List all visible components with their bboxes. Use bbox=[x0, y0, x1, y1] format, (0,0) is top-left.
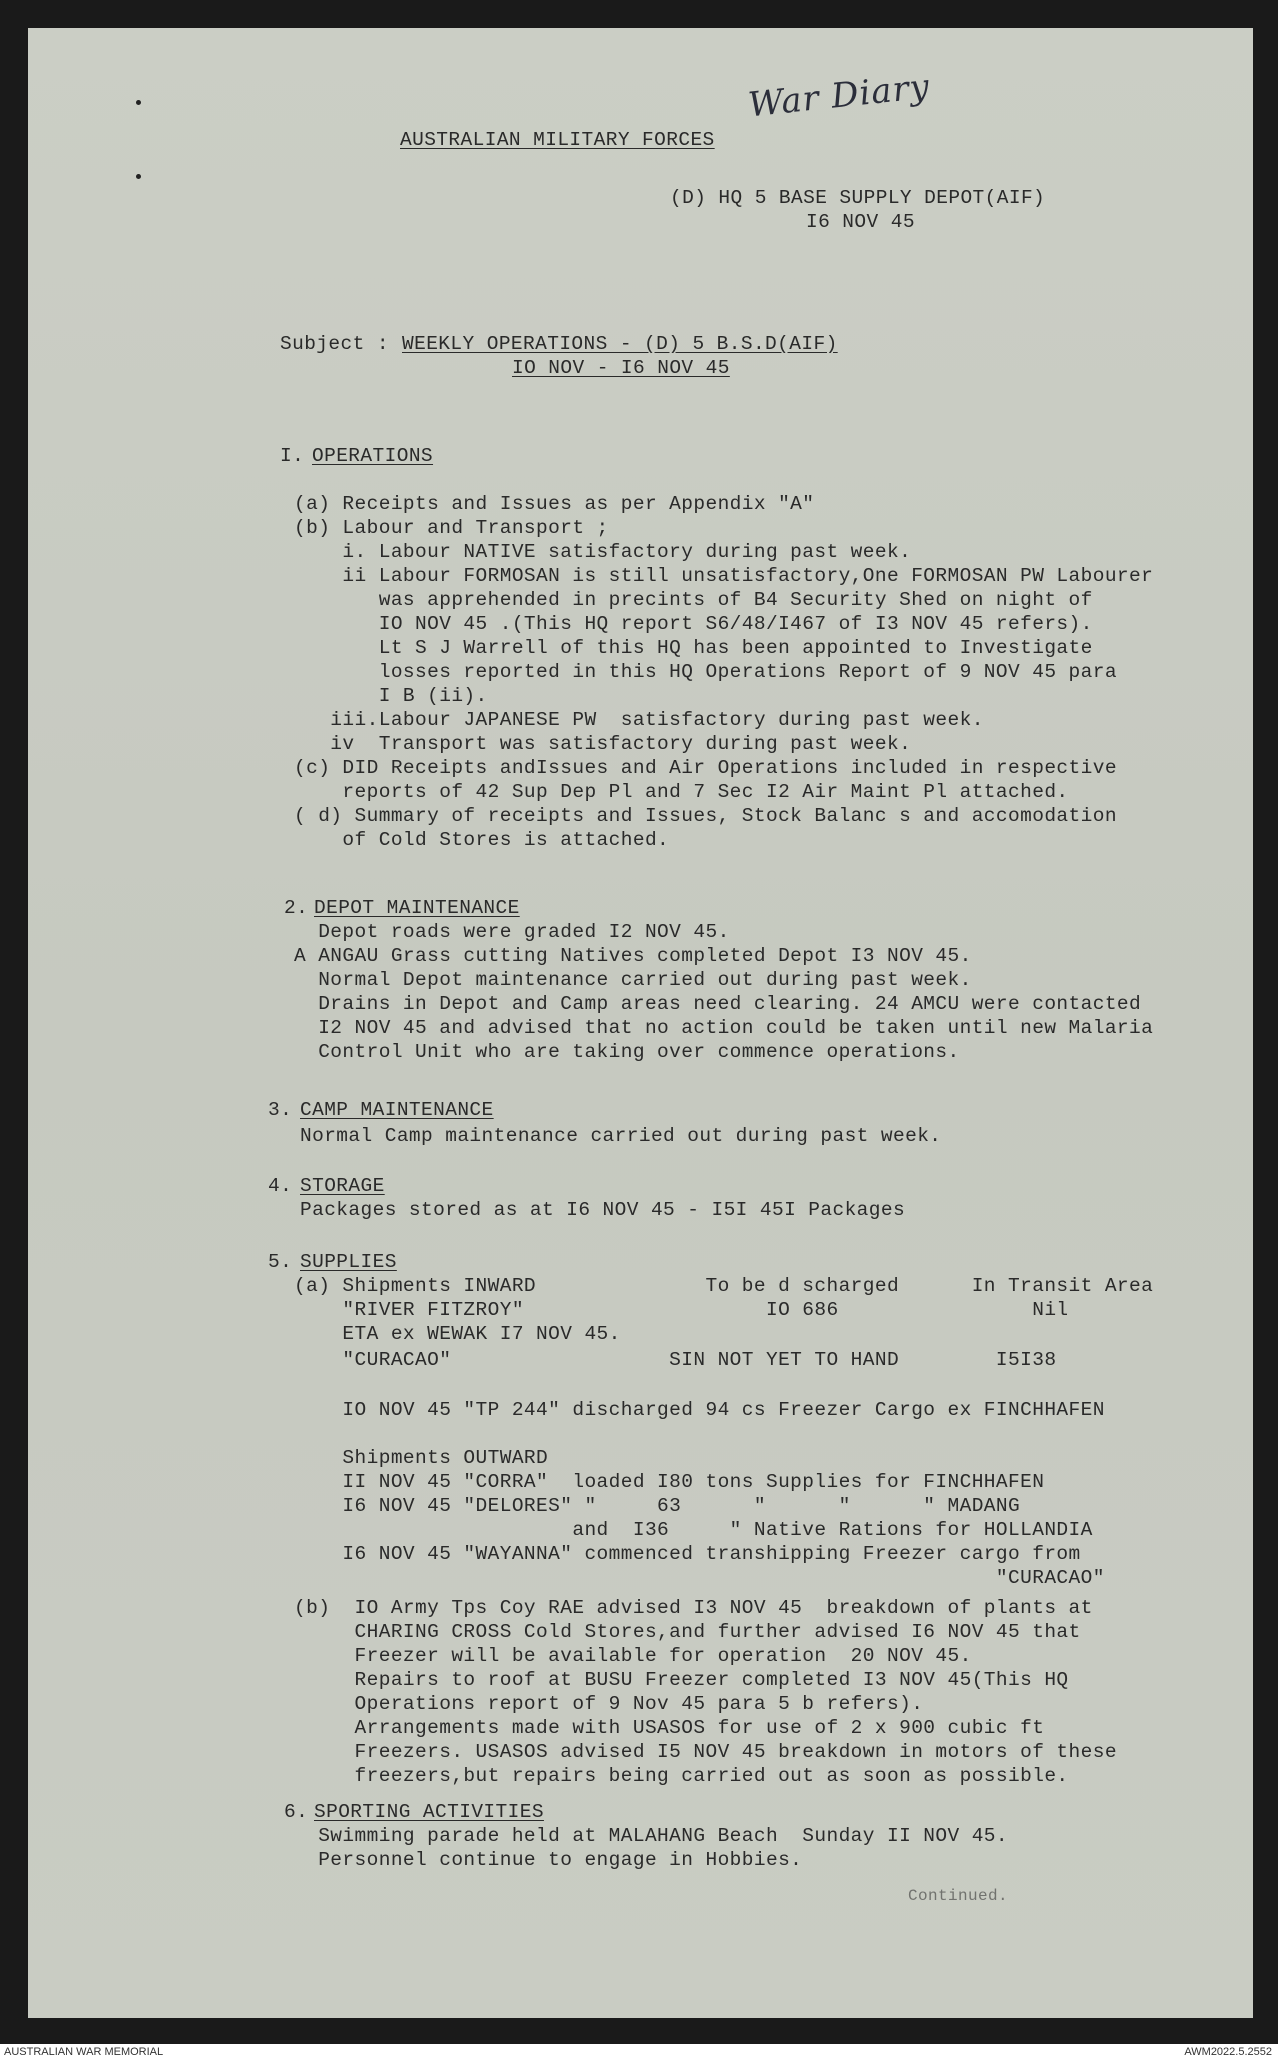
text-line: was apprehended in precints of B4 Security Shed on night of bbox=[294, 589, 1093, 611]
archive-footer bbox=[0, 2044, 1278, 2061]
footer-source: AUSTRALIAN WAR MEMORIAL bbox=[4, 2046, 164, 2058]
section-heading-depot-maintenance: DEPOT MAINTENANCE bbox=[314, 897, 520, 919]
subject-label: Subject : bbox=[280, 333, 389, 355]
hole-punch-mark bbox=[136, 174, 141, 179]
section-number: I. bbox=[280, 445, 305, 467]
text-line: Depot roads were graded I2 NOV 45. bbox=[294, 921, 730, 943]
text-line: IO NOV 45 .(This HQ report S6/48/I467 of I3 NOV 45 refers). bbox=[294, 613, 1093, 635]
text-line: Freezer will be available for operation 20 NOV 45. bbox=[294, 1645, 972, 1667]
subject-title: WEEKLY OPERATIONS - (D) 5 B.S.D(AIF) bbox=[402, 333, 838, 355]
text-line: Lt S J Warrell of this HQ has been appointed to Investigate bbox=[294, 637, 1093, 659]
text-line: "CURACAO" bbox=[294, 1567, 1105, 1589]
document-date: I6 NOV 45 bbox=[806, 211, 915, 233]
hole-punch-mark bbox=[136, 100, 141, 105]
text-line: "RIVER FITZROY" IO 686 Nil bbox=[294, 1299, 1069, 1321]
text-line: I6 NOV 45 "DELORES" " 63 " " " MADANG bbox=[294, 1495, 1021, 1517]
text-line: Operations report of 9 Nov 45 para 5 b refers). bbox=[294, 1693, 924, 1715]
handwritten-annotation: War Diary bbox=[746, 66, 932, 126]
text-line: (a) Shipments INWARD To be d scharged In Transit Area bbox=[294, 1275, 1154, 1297]
section-number: 3. bbox=[268, 1099, 293, 1121]
camp-maintenance-text: Normal Camp maintenance carried out during past week. bbox=[300, 1125, 942, 1147]
text-line: reports of 42 Sup Dep Pl and 7 Sec I2 Air Maint Pl attached. bbox=[294, 781, 1069, 803]
section-heading-storage: STORAGE bbox=[300, 1175, 385, 1197]
text-line: I2 NOV 45 and advised that no action could be taken until new Malaria bbox=[294, 1017, 1154, 1039]
text-line: "CURACAO" SIN NOT YET TO HAND I5I38 bbox=[294, 1349, 1057, 1371]
text-line: Freezers. USASOS advised I5 NOV 45 breakdown in motors of these bbox=[294, 1741, 1117, 1763]
text-line: ii Labour FORMOSAN is still unsatisfactory,One FORMOSAN PW Labourer bbox=[294, 565, 1154, 587]
text-line: freezers,but repairs being carried out as soon as possible. bbox=[294, 1765, 1069, 1787]
text-line: losses reported in this HQ Operations Report of 9 NOV 45 para bbox=[294, 661, 1117, 683]
text-line: Shipments OUTWARD bbox=[294, 1447, 549, 1469]
text-line: I6 NOV 45 "WAYANNA" commenced transhipping Freezer cargo from bbox=[294, 1543, 1081, 1565]
text-line: (b) IO Army Tps Coy RAE advised I3 NOV 45 breakdown of plants at bbox=[294, 1597, 1093, 1619]
org-heading: AUSTRALIAN MILITARY FORCES bbox=[400, 129, 715, 151]
text-line: and I36 " Native Rations for HOLLANDIA bbox=[294, 1519, 1093, 1541]
text-line: Arrangements made with USASOS for use of 2 x 900 cubic ft bbox=[294, 1717, 1045, 1739]
text-line: Drains in Depot and Camp areas need clearing. 24 AMCU were contacted bbox=[294, 993, 1142, 1015]
text-line: iv Transport was satisfactory during past week. bbox=[294, 733, 912, 755]
text-line: of Cold Stores is attached. bbox=[294, 829, 670, 851]
text-line: IO NOV 45 "TP 244" discharged 94 cs Freezer Cargo ex FINCHHAFEN bbox=[294, 1399, 1105, 1421]
continued-note: Continued. bbox=[908, 1887, 1009, 1905]
unit-name: (D) HQ 5 BASE SUPPLY DEPOT(AIF) bbox=[670, 187, 1046, 209]
text-line: ETA ex WEWAK I7 NOV 45. bbox=[294, 1323, 621, 1345]
storage-text: Packages stored as at I6 NOV 45 - I5I 45I Packages bbox=[300, 1199, 906, 1221]
text-line: (a) Receipts and Issues as per Appendix "A" bbox=[294, 493, 815, 515]
text-line: A ANGAU Grass cutting Natives completed Depot I3 NOV 45. bbox=[294, 945, 972, 967]
section-number: 6. bbox=[284, 1801, 309, 1823]
footer-reference: AWM2022.5.2552 bbox=[1184, 2046, 1272, 2058]
subject-period: IO NOV - I6 NOV 45 bbox=[512, 357, 730, 379]
text-line: i. Labour NATIVE satisfactory during past week. bbox=[294, 541, 912, 563]
text-line: (c) DID Receipts andIssues and Air Operations included in respective bbox=[294, 757, 1117, 779]
section-heading-camp-maintenance: CAMP MAINTENANCE bbox=[300, 1099, 494, 1121]
text-line: Repairs to roof at BUSU Freezer completed I3 NOV 45(This HQ bbox=[294, 1669, 1069, 1691]
section-number: 2. bbox=[284, 897, 309, 919]
section-number: 4. bbox=[268, 1175, 293, 1197]
section-heading-supplies: SUPPLIES bbox=[300, 1251, 397, 1273]
text-line: II NOV 45 "CORRA" loaded I80 tons Supplies for FINCHHAFEN bbox=[294, 1471, 1045, 1493]
text-line: Personnel continue to engage in Hobbies. bbox=[294, 1849, 803, 1871]
text-line: ( d) Summary of receipts and Issues, Stock Balanc s and accomodation bbox=[294, 805, 1117, 827]
section-heading-sporting: SPORTING ACTIVITIES bbox=[314, 1801, 544, 1823]
section-heading-operations: OPERATIONS bbox=[312, 445, 434, 467]
text-line: CHARING CROSS Cold Stores,and further advised I6 NOV 45 that bbox=[294, 1621, 1081, 1643]
text-line: Swimming parade held at MALAHANG Beach Sunday II NOV 45. bbox=[294, 1825, 1009, 1847]
text-line: (b) Labour and Transport ; bbox=[294, 517, 609, 539]
document-page bbox=[28, 28, 1253, 2018]
text-line: I B (ii). bbox=[294, 685, 488, 707]
text-line: Control Unit who are taking over commence operations. bbox=[294, 1041, 960, 1063]
section-number: 5. bbox=[268, 1251, 293, 1273]
text-line: Normal Depot maintenance carried out during past week. bbox=[294, 969, 972, 991]
text-line: iii.Labour JAPANESE PW satisfactory during past week. bbox=[294, 709, 984, 731]
